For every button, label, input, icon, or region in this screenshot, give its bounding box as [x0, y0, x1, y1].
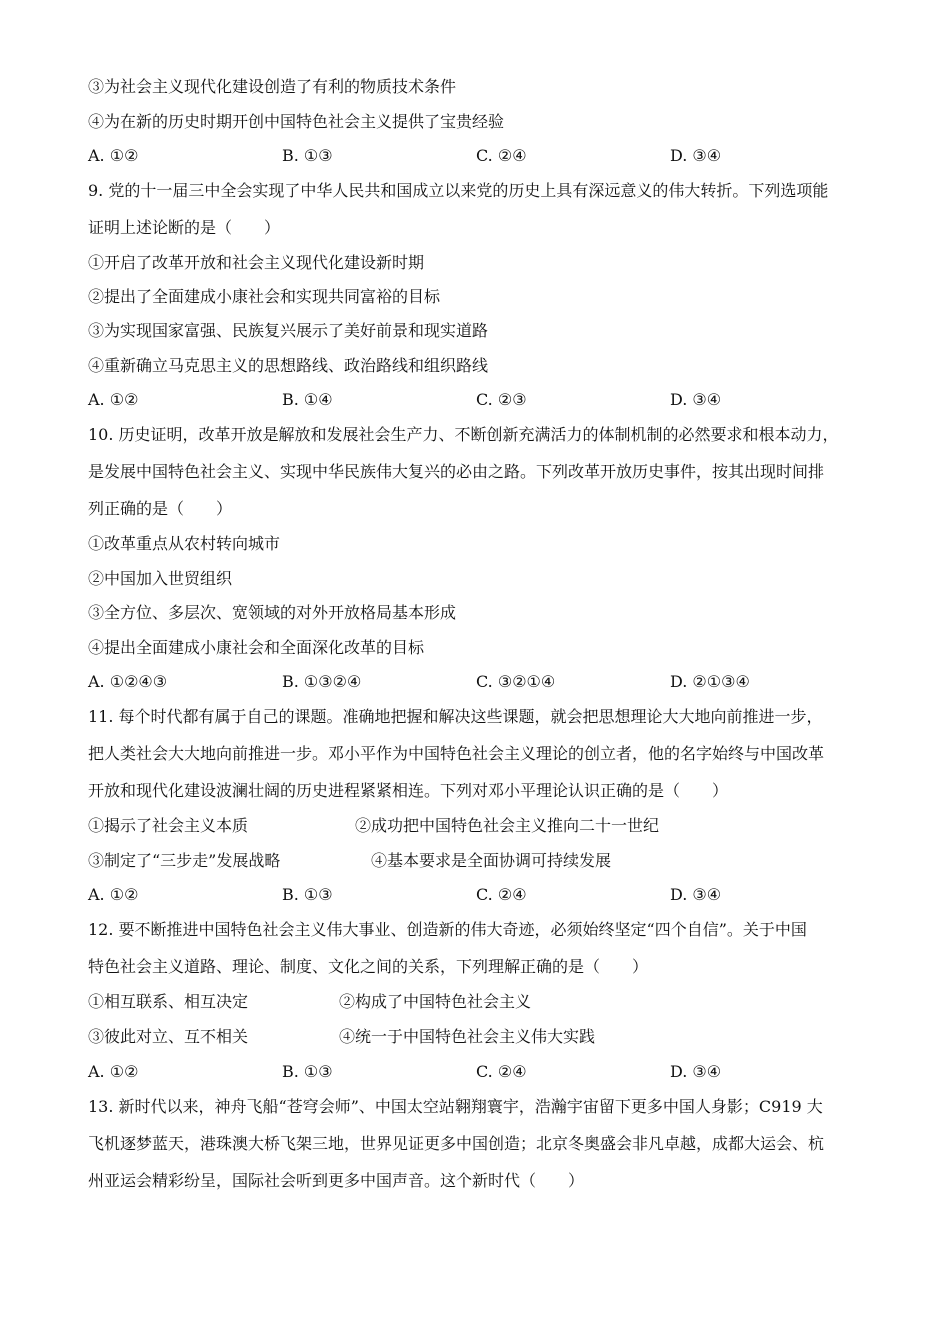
q10-option-c[interactable]: C. ③②①④ [476, 672, 556, 691]
q9-option-d[interactable]: D. ③④ [670, 390, 722, 409]
q9-stem-line-1: 9. 党的十一届三中全会实现了中华人民共和国成立以来党的历史上具有深远意义的伟大转折。下列选项能 [88, 181, 829, 200]
q8-item-4: ④为在新的历史时期开创中国特色社会主义提供了宝贵经验 [88, 112, 505, 131]
q8-option-a[interactable]: A. ①② [88, 146, 139, 165]
q12-option-c[interactable]: C. ②④ [476, 1062, 527, 1081]
q8-item-3: ③为社会主义现代化建设创造了有利的物质技术条件 [88, 77, 457, 96]
q10-stem-line-2: 是发展中国特色社会主义、实现中华民族伟大复兴的必由之路。下列改革开放历史事件，按其出现时间排 [88, 462, 825, 481]
q11-stem-line-2: 把人类社会大大地向前推进一步。邓小平作为中国特色社会主义理论的创立者，他的名字始终与中国改革 [88, 744, 825, 763]
q11-option-d[interactable]: D. ③④ [670, 885, 722, 904]
q13-stem-line-3: 州亚运会精彩纷呈，国际社会听到更多中国声音。这个新时代（ ） [88, 1171, 585, 1190]
q8-option-b[interactable]: B. ①③ [282, 146, 333, 165]
q11-item-1: ①揭示了社会主义本质 [88, 816, 249, 835]
q11-item-3: ③制定了“三步走”发展战略 [88, 851, 281, 870]
q12-stem-line-1: 12. 要不断推进中国特色社会主义伟大事业、创造新的伟大奇迹，必须始终坚定“四个自信”。关于中国 [88, 920, 807, 939]
q12-item-2: ②构成了中国特色社会主义 [339, 992, 532, 1011]
q8-option-d[interactable]: D. ③④ [670, 146, 722, 165]
q13-stem-line-2: 飞机逐梦蓝天，港珠澳大桥飞架三地，世界见证更多中国创造；北京冬奥盛会非凡卓越，成都大运会、杭 [88, 1134, 825, 1153]
q10-item-3: ③全方位、多层次、宽领域的对外开放格局基本形成 [88, 603, 457, 622]
q9-item-4: ④重新确立马克思主义的思想路线、政治路线和组织路线 [88, 356, 489, 375]
q9-option-c[interactable]: C. ②③ [476, 390, 527, 409]
q9-option-b[interactable]: B. ①④ [282, 390, 333, 409]
q10-item-4: ④提出全面建成小康社会和全面深化改革的目标 [88, 638, 425, 657]
q13-stem-line-1: 13. 新时代以来，神舟飞船“苍穹会师”、中国太空站翱翔寰宇，浩瀚宇宙留下更多中国人身影；C919 大 [88, 1097, 823, 1116]
q11-option-a[interactable]: A. ①② [88, 885, 139, 904]
q9-item-1: ①开启了改革开放和社会主义现代化建设新时期 [88, 253, 425, 272]
q9-item-2: ②提出了全面建成小康社会和实现共同富裕的目标 [88, 287, 441, 306]
q12-stem-line-2: 特色社会主义道路、理论、制度、文化之间的关系，下列理解正确的是（ ） [88, 957, 649, 976]
q10-item-1: ①改革重点从农村转向城市 [88, 534, 281, 553]
q12-item-3: ③彼此对立、互不相关 [88, 1027, 249, 1046]
q12-option-d[interactable]: D. ③④ [670, 1062, 722, 1081]
q11-item-2: ②成功把中国特色社会主义推向二十一世纪 [355, 816, 660, 835]
q12-item-4: ④统一于中国特色社会主义伟大实践 [339, 1027, 596, 1046]
q9-item-3: ③为实现国家富强、民族复兴展示了美好前景和现实道路 [88, 321, 489, 340]
q10-option-a[interactable]: A. ①②④③ [88, 672, 168, 691]
q10-item-2: ②中国加入世贸组织 [88, 569, 233, 588]
q10-stem-line-1: 10. 历史证明，改革开放是解放和发展社会生产力、不断创新充满活力的体制机制的必然要求和根本动力， [88, 425, 839, 444]
q10-option-d[interactable]: D. ②①③④ [670, 672, 750, 691]
q11-option-b[interactable]: B. ①③ [282, 885, 333, 904]
q8-option-c[interactable]: C. ②④ [476, 146, 527, 165]
q12-option-a[interactable]: A. ①② [88, 1062, 139, 1081]
q11-stem-line-3: 开放和现代化建设波澜壮阔的历史进程紧紧相连。下列对邓小平理论认识正确的是（ ） [88, 781, 729, 800]
q11-option-c[interactable]: C. ②④ [476, 885, 527, 904]
q12-option-b[interactable]: B. ①③ [282, 1062, 333, 1081]
q11-item-4: ④基本要求是全面协调可持续发展 [371, 851, 612, 870]
q9-option-a[interactable]: A. ①② [88, 390, 139, 409]
q11-stem-line-1: 11. 每个时代都有属于自己的课题。准确地把握和解决这些课题，就会把思想理论大大地向前推进一步， [88, 707, 823, 726]
q9-stem-line-2: 证明上述论断的是（ ） [88, 218, 281, 237]
q12-item-1: ①相互联系、相互决定 [88, 992, 249, 1011]
q10-stem-line-3: 列正确的是（ ） [88, 499, 233, 518]
q10-option-b[interactable]: B. ①③②④ [282, 672, 362, 691]
